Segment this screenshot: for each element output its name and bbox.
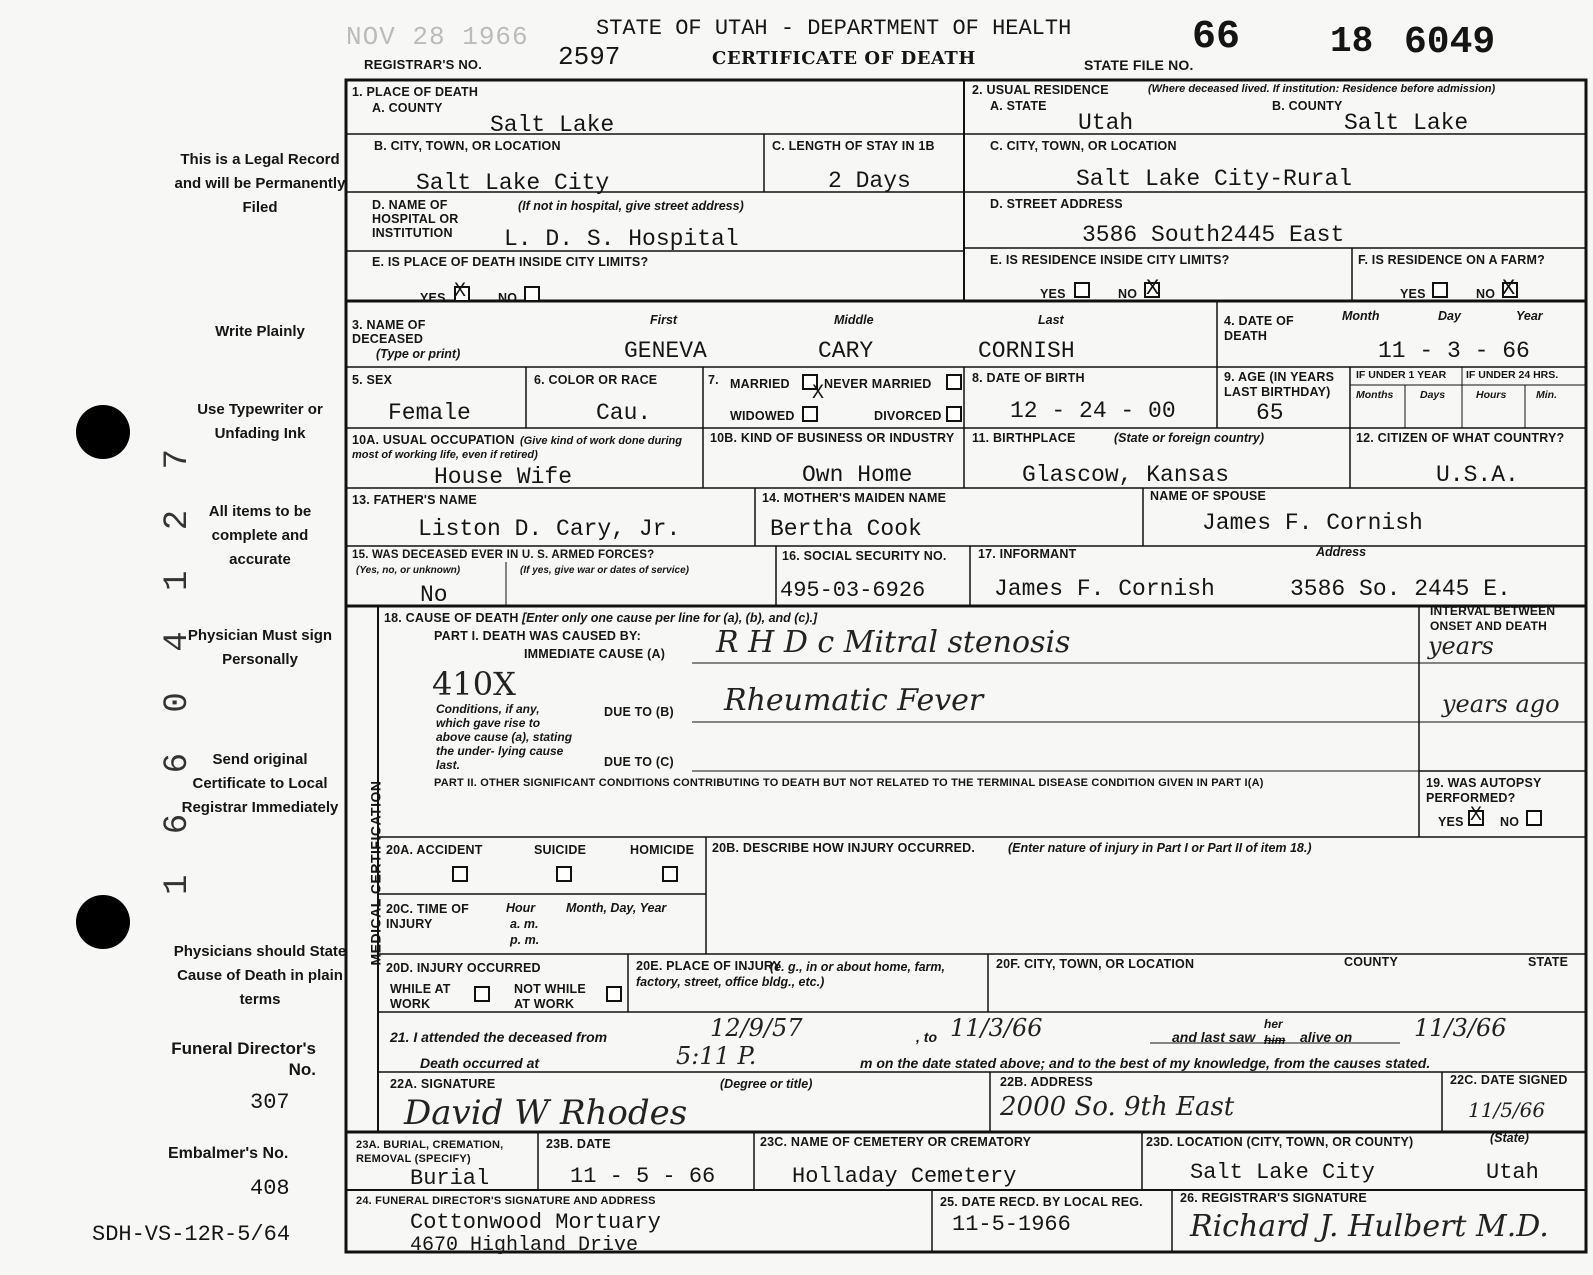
time-of-injury-label: 20C. TIME OF INJURY: [386, 902, 469, 931]
death-county: Salt Lake: [490, 112, 615, 138]
not-while-at-work-label: NOT WHILE AT WORK: [514, 982, 586, 1011]
father-label: 13. FATHER'S NAME: [352, 493, 477, 507]
embalmer-number: 408: [250, 1176, 290, 1201]
side-note-ink: Use Typewriter or Unfading Ink: [197, 401, 323, 442]
year-label: Year: [1516, 309, 1543, 323]
registrar-signature-label: 26. REGISTRAR'S SIGNATURE: [1180, 1191, 1367, 1205]
armed-forces-note-2: (If yes, give war or dates of service): [520, 565, 689, 576]
injury-description-note: (Enter nature of injury in Part I or Part II of item 18.): [1008, 841, 1312, 855]
farm-mark: X: [1502, 276, 1516, 301]
disposition-label: 23A. BURIAL, CREMATION, REMOVAL (SPECIFY): [356, 1139, 504, 1165]
cemetery: Holladay Cemetery: [792, 1164, 1017, 1189]
mortuary-name: Cottonwood Mortuary: [410, 1210, 661, 1235]
interval-b: years ago: [1442, 690, 1560, 718]
state-file-part-c: 6049: [1404, 21, 1496, 64]
deceased-name-note: (Type or print): [376, 347, 461, 361]
burial-date: 11 - 5 - 66: [570, 1164, 716, 1189]
hospital-label: D. NAME OF HOSPITAL OR INSTITUTION: [372, 198, 459, 240]
him-label: him: [1264, 1033, 1286, 1047]
funeral-director-number: 307: [250, 1090, 290, 1115]
residence-state: Utah: [1078, 110, 1134, 136]
her-label: her: [1264, 1017, 1283, 1031]
sex-label: 5. SEX: [352, 373, 393, 387]
last-saw-label: and last saw: [1172, 1029, 1256, 1045]
due-to-b-label: DUE TO (B): [604, 705, 674, 719]
autopsy-no-label: NO: [1500, 815, 1520, 829]
place-of-injury-note: (e. g., in or about home, farm, factory, street, office bldg., etc.): [636, 960, 946, 989]
birthplace: Glascow, Kansas: [1022, 462, 1230, 488]
farm-yes-box[interactable]: [1432, 282, 1448, 298]
alive-on-label: alive on: [1300, 1029, 1353, 1045]
pm-label: p. m.: [510, 933, 540, 947]
residence-city-label: C. CITY, TOWN, OR LOCATION: [990, 139, 1177, 153]
autopsy-label: 19. WAS AUTOPSY PERFORMED?: [1426, 776, 1542, 805]
side-note-complete: All items to be complete and accurate: [208, 503, 312, 568]
citizen-label: 12. CITIZEN OF WHAT COUNTRY?: [1356, 431, 1565, 445]
suicide-box[interactable]: [556, 866, 572, 882]
attended-from: 12/9/57: [710, 1014, 803, 1042]
months-label: Months: [1356, 389, 1394, 401]
residence-city-limits-yes-box[interactable]: [1074, 282, 1090, 298]
widowed-box[interactable]: [802, 406, 818, 422]
father-name: Liston D. Cary, Jr.: [418, 516, 681, 542]
state-file-part-b: 18: [1330, 21, 1374, 62]
physician-address-label: 22B. ADDRESS: [1000, 1075, 1093, 1089]
last-name: CORNISH: [978, 338, 1075, 364]
burial-state: Utah: [1486, 1160, 1539, 1185]
never-married-box[interactable]: [946, 374, 962, 390]
residence-city: Salt Lake City-Rural: [1076, 166, 1353, 192]
occupation-label: 10A. USUAL OCCUPATION: [352, 433, 515, 447]
death-time: 5:11 P.: [676, 1042, 757, 1070]
autopsy-mark: X: [1470, 804, 1483, 827]
certificate-title: CERTIFICATE OF DEATH: [712, 48, 976, 69]
first-name-label: First: [650, 313, 678, 327]
homicide-box[interactable]: [662, 866, 678, 882]
attended-to: 11/3/66: [950, 1014, 1043, 1042]
divorced-box[interactable]: [946, 406, 962, 422]
part-1-label: PART I. DEATH WAS CAUSED BY:: [434, 629, 641, 643]
state-file-label: STATE FILE NO.: [1084, 57, 1194, 73]
due-to-c-label: DUE TO (C): [604, 755, 674, 769]
informant-label: 17. INFORMANT: [978, 547, 1077, 561]
race: Cau.: [596, 400, 652, 426]
middle-name-label: Middle: [834, 313, 874, 327]
interval-a: years: [1428, 632, 1494, 660]
residence-county: Salt Lake: [1344, 110, 1469, 136]
race-label: 6. COLOR OR RACE: [534, 373, 658, 387]
registrar-number: 2597: [558, 42, 621, 72]
month-label: Month: [1342, 309, 1380, 323]
side-note-legal: This is a Legal Record and will be Permanently Filed: [174, 151, 346, 216]
burial-state-label: (State): [1490, 1131, 1529, 1145]
death-city-limits-no-box[interactable]: [524, 286, 540, 302]
death-city-label: B. CITY, TOWN, OR LOCATION: [374, 139, 561, 153]
armed-forces-note: (Yes, no, or unknown): [356, 565, 461, 576]
state-file-part-a: 66: [1192, 15, 1241, 60]
armed-forces: No: [420, 582, 448, 608]
hours-label: Hours: [1476, 389, 1507, 401]
place-of-death-label: 1. PLACE OF DEATH: [352, 85, 479, 99]
conditions-note: Conditions, if any, which gave rise to above cause (a), stating the under- lying cause last.: [436, 702, 573, 772]
date-signed: 11/5/66: [1468, 1098, 1546, 1122]
farm-no-label: NO: [1476, 287, 1496, 301]
date-of-birth: 12 - 24 - 00: [1010, 398, 1176, 424]
side-note-send: Send original Certificate to Local Registrar Immediately: [181, 751, 339, 816]
date-received: 11-5-1966: [952, 1212, 1071, 1237]
attended-to-label: , to: [916, 1029, 937, 1045]
classification-code: 410X: [432, 665, 516, 703]
last-name-label: Last: [1038, 313, 1064, 327]
residence-note: (Where deceased lived. If institution: Residence before admission): [1148, 83, 1496, 95]
residence-state-label: A. STATE: [990, 99, 1047, 113]
deceased-name-label: 3. NAME OF DECEASED: [352, 318, 426, 346]
date-of-birth-label: 8. DATE OF BIRTH: [972, 371, 1085, 385]
date-received-label: 25. DATE RECD. BY LOCAL REG.: [940, 1195, 1143, 1209]
immediate-cause-label: IMMEDIATE CAUSE (A): [524, 647, 666, 661]
informant-address: 3586 So. 2445 E.: [1290, 576, 1511, 602]
death-city: Salt Lake City: [416, 170, 610, 196]
business: Own Home: [802, 462, 913, 488]
department-heading: STATE OF UTAH - DEPARTMENT OF HEALTH: [596, 16, 1072, 41]
days-label: Days: [1420, 389, 1446, 401]
death-city-limits-no-label: NO: [498, 291, 518, 305]
day-label: Day: [1438, 309, 1461, 323]
not-while-at-work-box[interactable]: [606, 986, 622, 1002]
burial-date-label: 23B. DATE: [546, 1137, 611, 1151]
punch-hole-top: [76, 405, 130, 459]
registrar-signature: Richard J. Hulbert M.D.: [1190, 1209, 1549, 1244]
burial-location: Salt Lake City: [1190, 1160, 1375, 1185]
degree-label: (Degree or title): [720, 1077, 813, 1091]
marital-mark: X: [812, 382, 825, 405]
suicide-label: SUICIDE: [534, 843, 587, 857]
sex: Female: [388, 400, 471, 426]
homicide-label: HOMICIDE: [630, 843, 695, 857]
street-address-label: D. STREET ADDRESS: [990, 197, 1123, 211]
disposition: Burial: [410, 1166, 490, 1191]
citizen: U.S.A.: [1436, 462, 1519, 488]
month-day-year-label: Month, Day, Year: [566, 901, 667, 915]
date-signed-label: 22C. DATE SIGNED: [1450, 1073, 1568, 1087]
cause-of-death-label: 18. CAUSE OF DEATH: [384, 611, 519, 625]
side-note-physicians-should: Physicians should State Cause of Death in plain terms: [173, 943, 347, 1008]
death-city-limits-mark: X: [454, 280, 467, 303]
ssn-label: 16. SOCIAL SECURITY NO.: [782, 549, 947, 563]
signature-label: 22A. SIGNATURE: [390, 1077, 496, 1091]
residence-label: 2. USUAL RESIDENCE: [972, 83, 1109, 97]
length-of-stay-label: C. LENGTH OF STAY IN 1B: [772, 139, 935, 153]
cause-a: R H D c Mitral stenosis: [716, 625, 1071, 660]
medical-certification-vertical-label: MEDICAL CERTIFICATION: [367, 780, 384, 966]
while-at-work-label: WHILE AT WORK: [390, 982, 451, 1011]
age-label: 9. AGE (IN YEARS LAST BIRTHDAY): [1224, 370, 1335, 399]
death-county-label: A. COUNTY: [372, 101, 443, 115]
residence-city-limits-yes-label: YES: [1040, 287, 1066, 301]
accident-box[interactable]: [452, 866, 468, 882]
informant-name: James F. Cornish: [994, 576, 1215, 602]
cause-b: Rheumatic Fever: [724, 683, 984, 718]
part-2-label: PART II. OTHER SIGNIFICANT CONDITIONS CONTRIBUTING TO DEATH BUT NOT RELATED TO THE TERMINAL DISEASE CONDITION GIVEN IN PART I(A): [434, 777, 1264, 789]
never-married-label: NEVER MARRIED: [824, 377, 932, 391]
under-1-year-label: IF UNDER 1 YEAR: [1356, 369, 1447, 381]
death-city-limits-yes-label: YES: [420, 291, 446, 305]
hour-label: Hour: [506, 901, 536, 915]
length-of-stay: 2 Days: [828, 168, 911, 194]
business-label: 10B. KIND OF BUSINESS OR INDUSTRY: [710, 431, 955, 445]
mother-label: 14. MOTHER'S MAIDEN NAME: [762, 491, 947, 505]
injury-description-label: 20B. DESCRIBE HOW INJURY OCCURRED.: [712, 841, 976, 855]
mother-name: Bertha Cook: [770, 516, 922, 542]
residence-city-limits-label: E. IS RESIDENCE INSIDE CITY LIMITS?: [990, 253, 1230, 267]
hospital-note: (If not in hospital, give street address): [518, 199, 744, 213]
attended-label: 21. I attended the deceased from: [390, 1029, 608, 1045]
age: 65: [1256, 400, 1284, 426]
married-label: MARRIED: [730, 377, 790, 391]
vertical-number: 1 6 6 0 4 1 2 7: [159, 438, 198, 896]
injury-occurred-label: 20D. INJURY OCCURRED: [386, 961, 541, 975]
ssn: 495-03-6926: [780, 578, 926, 603]
middle-name: CARY: [818, 338, 874, 364]
while-at-work-box[interactable]: [474, 986, 490, 1002]
farm-yes-label: YES: [1400, 287, 1426, 301]
marital-label: 7.: [708, 373, 719, 387]
autopsy-yes-label: YES: [1438, 815, 1464, 829]
occupation-note: (Give kind of work done during most of working life, even if retired): [352, 435, 682, 461]
am-label: a. m.: [510, 917, 539, 931]
mortuary-address: 4670 Highland Drive: [410, 1234, 639, 1257]
cause-of-death-note: [Enter only one cause per line for (a), (b), and (c).]: [522, 611, 818, 625]
hospital-name: L. D. S. Hospital: [504, 226, 739, 252]
spouse-label: NAME OF SPOUSE: [1150, 489, 1267, 503]
date-of-death-label: 4. DATE OF DEATH: [1224, 314, 1294, 343]
funeral-director-signature-label: 24. FUNERAL DIRECTOR'S SIGNATURE AND ADDRESS: [356, 1195, 656, 1207]
residence-city-limits-mark: X: [1146, 276, 1160, 301]
burial-location-label: 23D. LOCATION (CITY, TOWN, OR COUNTY): [1146, 1135, 1414, 1149]
street-address: 3586 South2445 East: [1082, 222, 1345, 248]
registrar-number-label: REGISTRAR'S NO.: [364, 57, 483, 72]
side-note-physician: Physician Must sign Personally: [187, 627, 333, 668]
alive-on-date: 11/3/66: [1414, 1014, 1507, 1042]
embalmer-label: Embalmer's No.: [168, 1145, 289, 1162]
farm-label: F. IS RESIDENCE ON A FARM?: [1358, 253, 1545, 267]
widowed-label: WIDOWED: [730, 409, 795, 423]
death-occurred-label: Death occurred at: [420, 1055, 540, 1071]
spouse-name: James F. Cornish: [1202, 510, 1423, 536]
injury-county-label: COUNTY: [1344, 955, 1398, 969]
birthplace-label: 11. BIRTHPLACE: [972, 431, 1076, 445]
place-of-injury-label: 20E. PLACE OF INJURY: [636, 959, 782, 973]
punch-hole-bottom: [76, 895, 130, 949]
injury-state-label: STATE: [1528, 955, 1569, 969]
min-label: Min.: [1536, 389, 1557, 401]
side-note-plainly: Write Plainly: [215, 323, 305, 340]
residence-county-label: B. COUNTY: [1272, 99, 1343, 113]
interval-label: INTERVAL BETWEEN ONSET AND DEATH: [1430, 604, 1556, 633]
physician-address: 2000 So. 9th East: [1000, 1092, 1235, 1122]
armed-forces-label: 15. WAS DECEASED EVER IN U. S. ARMED FORCES?: [352, 549, 655, 561]
funeral-director-label: Funeral Director's No.: [171, 1039, 316, 1079]
first-name: GENEVA: [624, 338, 707, 364]
cemetery-label: 23C. NAME OF CEMETERY OR CREMATORY: [760, 1135, 1032, 1149]
date-of-death: 11 - 3 - 66: [1378, 338, 1530, 364]
accident-label: 20A. ACCIDENT: [386, 843, 483, 857]
injury-city-label: 20F. CITY, TOWN, OR LOCATION: [996, 957, 1195, 971]
occupation: House Wife: [434, 464, 573, 490]
received-stamp: NOV 28 1966: [346, 22, 529, 52]
birthplace-note: (State or foreign country): [1114, 431, 1265, 445]
death-time-statement: m on the date stated above; and to the best of my knowledge, from the causes stated.: [860, 1055, 1431, 1071]
death-city-limits-label: E. IS PLACE OF DEATH INSIDE CITY LIMITS?: [372, 255, 649, 269]
autopsy-no-box[interactable]: [1526, 810, 1542, 826]
divorced-label: DIVORCED: [874, 409, 942, 423]
residence-city-limits-no-label: NO: [1118, 287, 1138, 301]
form-number: SDH-VS-12R-5/64: [92, 1222, 291, 1247]
under-24-hrs-label: IF UNDER 24 HRS.: [1466, 369, 1559, 381]
physician-signature: David W Rhodes: [404, 1093, 688, 1133]
informant-address-label: Address: [1316, 545, 1367, 559]
